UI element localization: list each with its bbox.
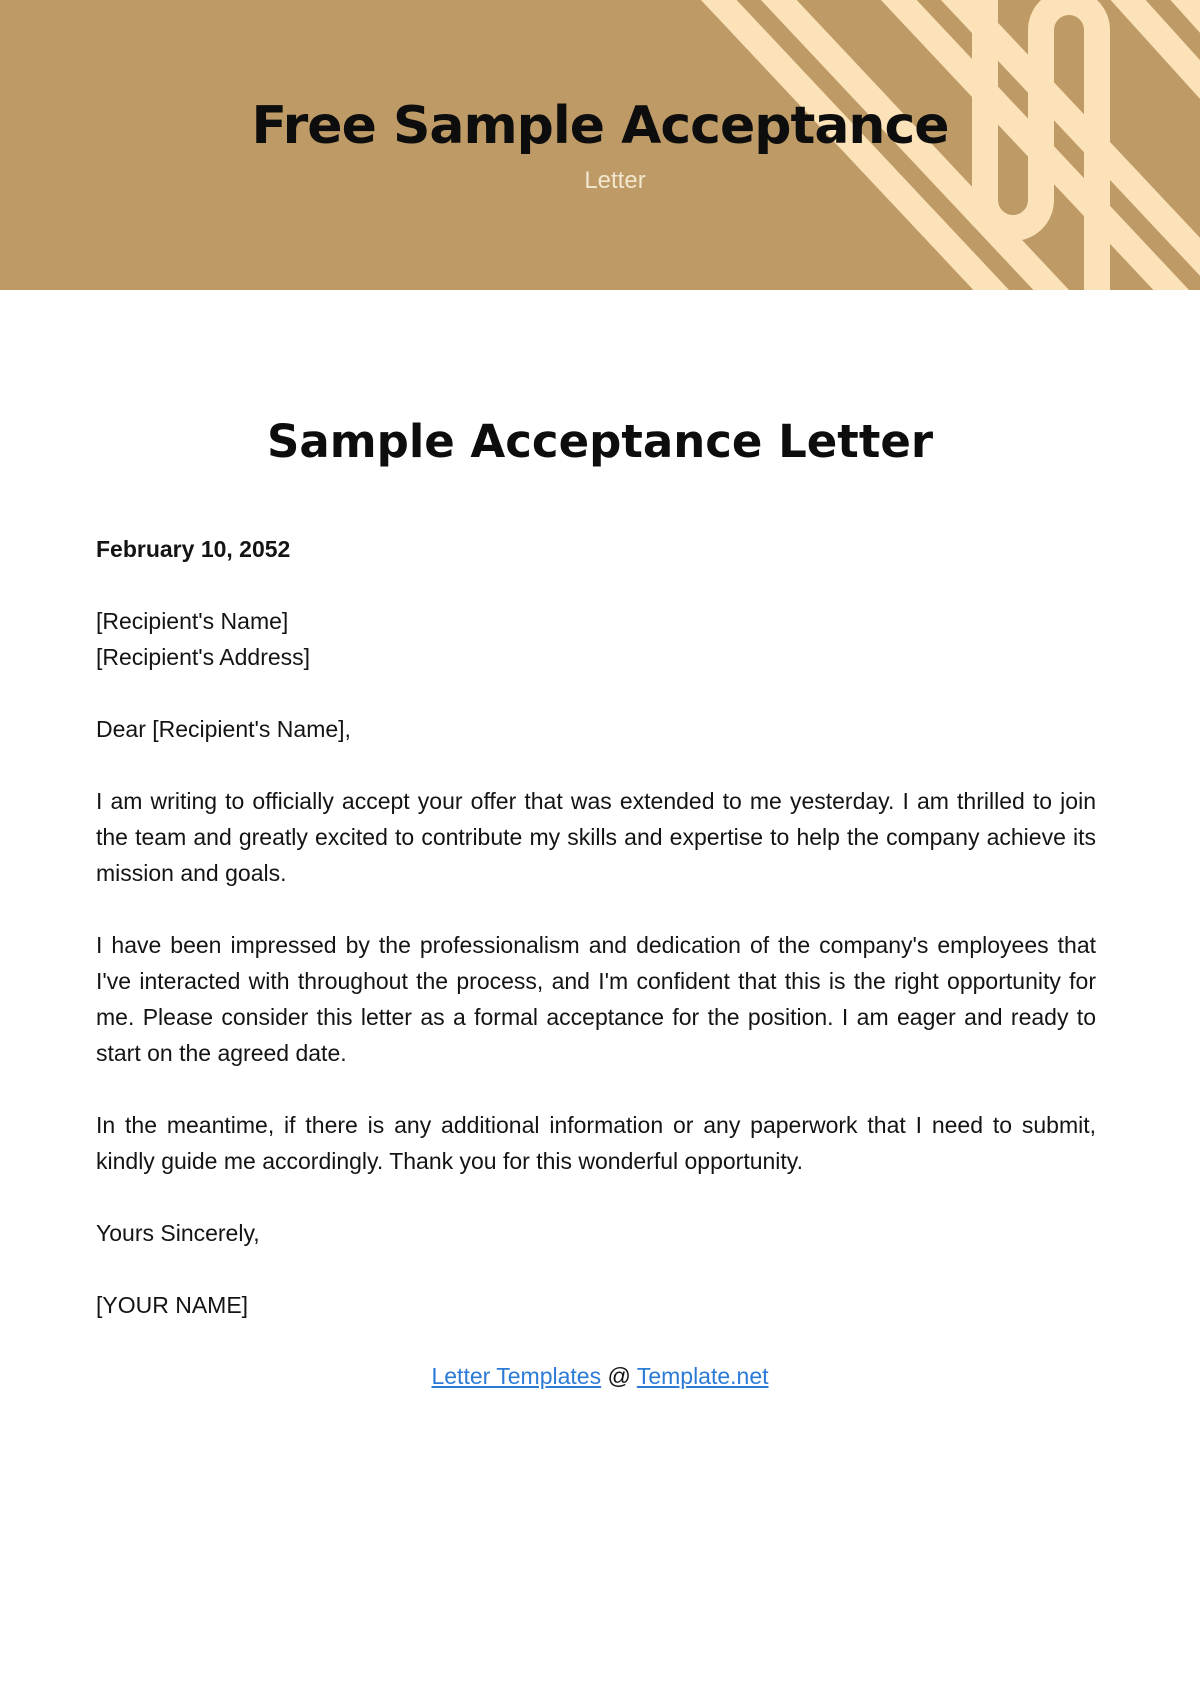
salutation: Dear [Recipient's Name], — [96, 716, 351, 742]
recipient-address: [Recipient's Address] — [96, 644, 311, 670]
letter-body — [96, 531, 1096, 1359]
signature: [YOUR NAME] — [96, 1292, 249, 1318]
template-net-link[interactable]: Template.net — [636, 1363, 769, 1389]
letter-date: February 10, 2052 — [96, 536, 291, 562]
recipient-name: [Recipient's Name] — [96, 608, 289, 634]
letter-templates-link[interactable]: Letter Templates — [431, 1363, 602, 1389]
header-banner — [0, 0, 1200, 290]
paragraph-2: I have been impressed by the professionalism and dedication of the company's employees that I've interacted with throughout the process, and I'm confident that this is the right opportunity for me. Please consider this letter as a formal acceptance for the position. I am eager and ready to start on the agreed date. — [96, 932, 1096, 1066]
paragraph-1: I am writing to officially accept your offer that was extended to me yesterday. I am thrilled to join the team and greatly excited to contribute my skills and expertise to help the company achieve its mission and goals. — [96, 788, 1096, 886]
paragraph-3: In the meantime, if there is any additional information or any paperwork that I need to submit, kindly guide me accordingly. Thank you for this wonderful opportunity. — [96, 1112, 1096, 1174]
footer-separator: @ — [607, 1363, 631, 1389]
header-subtitle: Letter — [584, 167, 646, 194]
closing: Yours Sincerely, — [96, 1220, 260, 1246]
footer — [0, 1358, 1200, 1394]
document-title: Sample Acceptance Letter — [266, 415, 934, 468]
header-title: Free Sample Acceptance — [251, 96, 949, 156]
